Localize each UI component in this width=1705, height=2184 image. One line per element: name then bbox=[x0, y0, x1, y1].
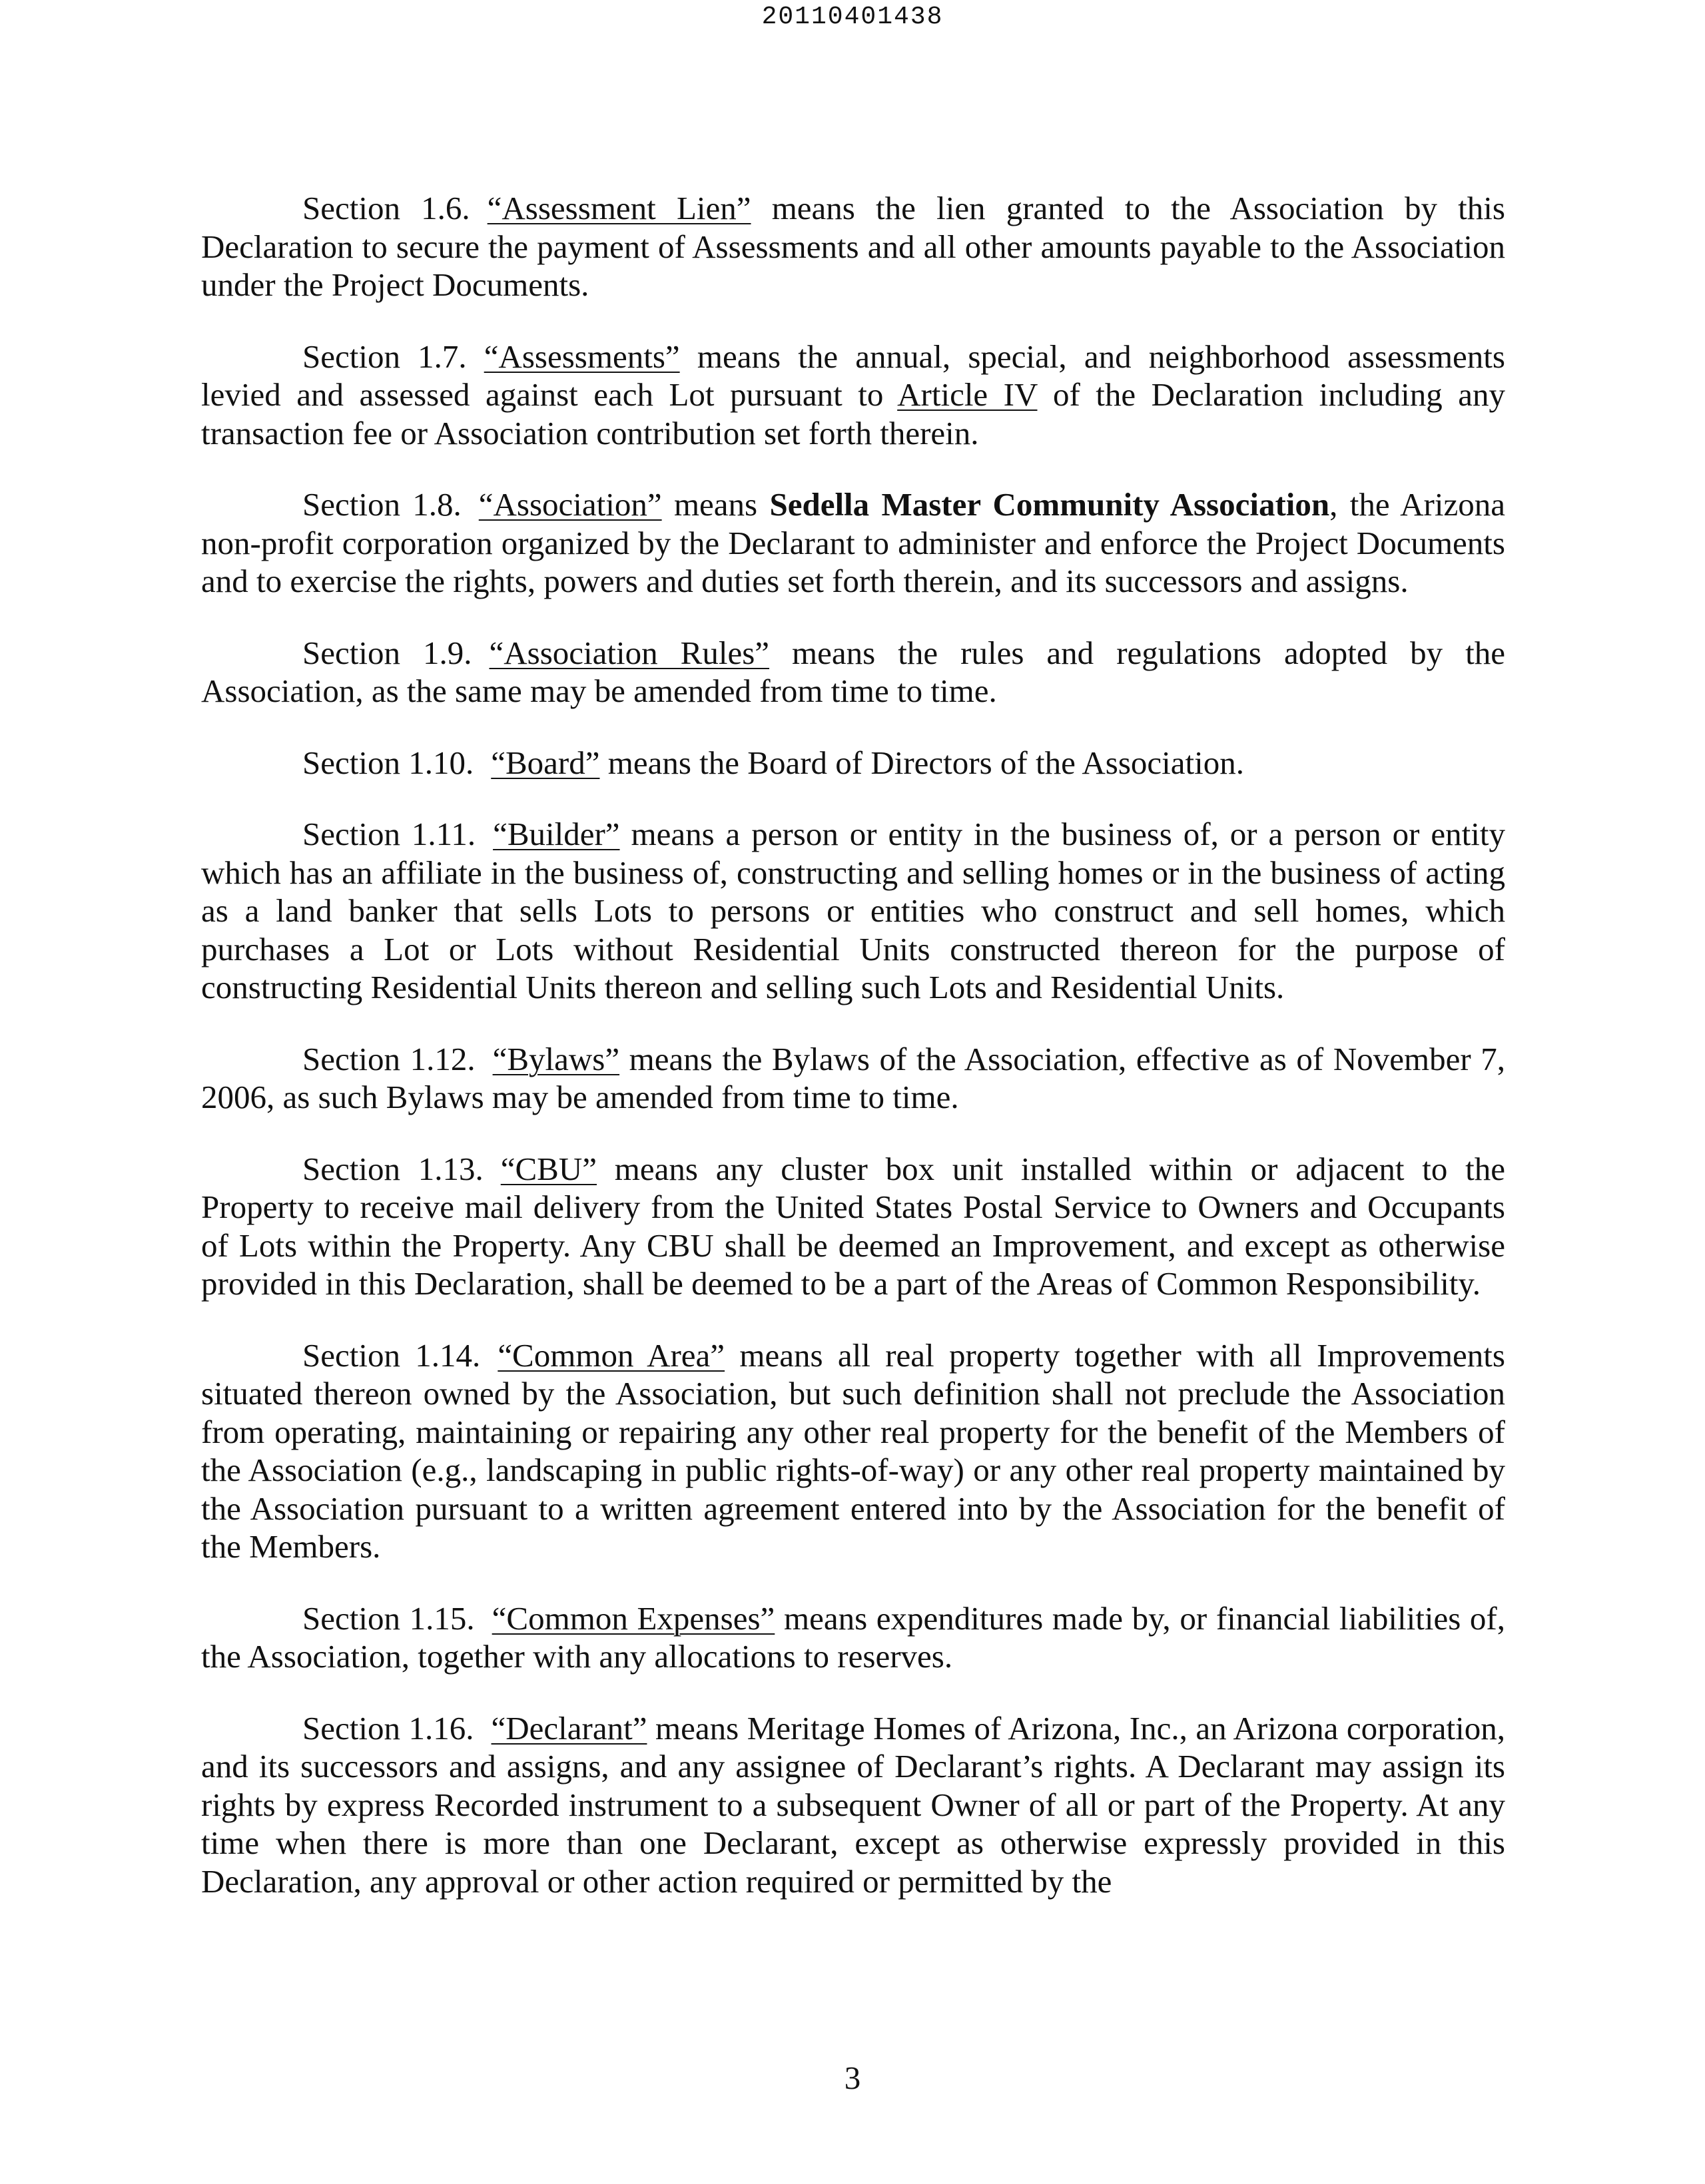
defined-term: “Association” bbox=[478, 486, 662, 523]
section-text: means Meritage Homes of Arizona, Inc., an Arizona corporation, and its successors and assigns, and any assignee of Declarant’s rights. A Declarant may assign its rights by express Recorded instrument to a subsequent Owner of all or part of the Property. At any time when there is more than one Declarant, except as otherwise expressly provided in this Declaration, any approval or other action required or permitted by the bbox=[201, 1709, 1505, 1900]
section-number: Section 1.13. bbox=[302, 1150, 484, 1187]
section-1-12 bbox=[201, 1040, 1505, 1117]
section-text: means expenditures made by, or financial liabilities of, the Association, together with any allocations to reserves. bbox=[201, 1599, 1505, 1675]
defined-term: “Declarant” bbox=[491, 1709, 647, 1747]
section-1-7 bbox=[201, 338, 1505, 453]
section-text: means the Bylaws of the Association, effective as of November 7, 2006, as such Bylaws may be amended from time to time. bbox=[201, 1040, 1505, 1115]
section-number: Section 1.10. bbox=[302, 744, 474, 781]
defined-term: “Bylaws” bbox=[492, 1040, 620, 1077]
section-number: Section 1.14. bbox=[302, 1336, 481, 1374]
defined-term: “CBU” bbox=[500, 1150, 597, 1187]
section-number: Section 1.9. bbox=[302, 634, 472, 671]
section-text: means the rules and regulations adopted by the Association, as the same may be amended from time to time. bbox=[201, 634, 1505, 709]
recording-number: 20110401438 bbox=[761, 3, 944, 31]
section-1-16 bbox=[201, 1709, 1505, 1901]
section-1-15 bbox=[201, 1599, 1505, 1676]
association-name: Sedella Master Community Association bbox=[769, 486, 1330, 523]
section-1-13 bbox=[201, 1150, 1505, 1303]
section-text: , the Arizona non-profit corporation organized by the Declarant to administer and enforce the Project Documents and to exercise the rights, powers and duties set forth therein, and its successors and assigns. bbox=[201, 486, 1505, 599]
defined-term: “Board” bbox=[491, 744, 600, 781]
defined-term: “Assessment Lien” bbox=[487, 190, 751, 226]
defined-term: “Assessments” bbox=[484, 338, 680, 375]
section-number: Section 1.6. bbox=[302, 190, 470, 226]
section-number: Section 1.7. bbox=[302, 338, 467, 375]
defined-term: “Common Area” bbox=[498, 1336, 725, 1374]
section-text: means all real property together with all Improvements situated thereon owned by the Association, but such definition shall not preclude the Association from operating, maintaining or repairing any other real property for the benefit of the Members of the Association (e.g., landscaping in public rights-of-way) or any other real property maintained by the Association pursuant to a written agreement entered into by the Association for the benefit of the Members. bbox=[201, 1336, 1505, 1565]
section-1-14 bbox=[201, 1336, 1505, 1566]
section-number: Section 1.12. bbox=[302, 1040, 476, 1077]
defined-term: “Association Rules” bbox=[489, 634, 770, 671]
section-number: Section 1.11. bbox=[302, 816, 476, 852]
section-number: Section 1.15. bbox=[302, 1599, 475, 1637]
section-1-10 bbox=[201, 744, 1505, 782]
section-text: means bbox=[661, 486, 770, 523]
defined-term: “Common Expenses” bbox=[492, 1599, 775, 1637]
section-text: of the Declaration including any transaction fee or Association contribution set forth therein. bbox=[201, 376, 1505, 451]
section-text: means the annual, special, and neighborhood assessments levied and assessed against each Lot pursuant to bbox=[201, 338, 1505, 413]
section-1-9 bbox=[201, 634, 1505, 710]
section-1-8 bbox=[201, 485, 1505, 601]
section-text: means the lien granted to the Association by this Declaration to secure the payment of Assessments and all other amounts payable to the Association under the Project Documents. bbox=[201, 190, 1505, 303]
section-1-11 bbox=[201, 815, 1505, 1007]
section-text: means any cluster box unit installed within or adjacent to the Property to receive mail delivery from the United States Postal Service to Owners and Occupants of Lots within the Property. Any CBU shall be deemed an Improvement, and except as otherwise provided in this Declaration, shall be deemed to be a part of the Areas of Common Responsibility. bbox=[201, 1150, 1505, 1302]
article-reference: Article IV bbox=[897, 376, 1038, 413]
section-number: Section 1.8. bbox=[302, 486, 462, 523]
defined-term: “Builder” bbox=[493, 816, 620, 852]
page-number: 3 bbox=[844, 2059, 861, 2096]
document-body bbox=[201, 189, 1505, 1934]
section-1-6 bbox=[201, 189, 1505, 304]
section-text: means a person or entity in the business of, or a person or entity which has an affiliate in the business of, constructing and selling homes or in the business of acting as a land banker that sells Lots to persons or entities who construct and sell homes, which purchases a Lot or Lots without Residential Units constructed thereon for the purpose of constructing Residential Units thereon and selling such Lots and Residential Units. bbox=[201, 816, 1505, 1005]
section-text: means the Board of Directors of the Association. bbox=[599, 744, 1244, 781]
section-number: Section 1.16. bbox=[302, 1709, 474, 1747]
